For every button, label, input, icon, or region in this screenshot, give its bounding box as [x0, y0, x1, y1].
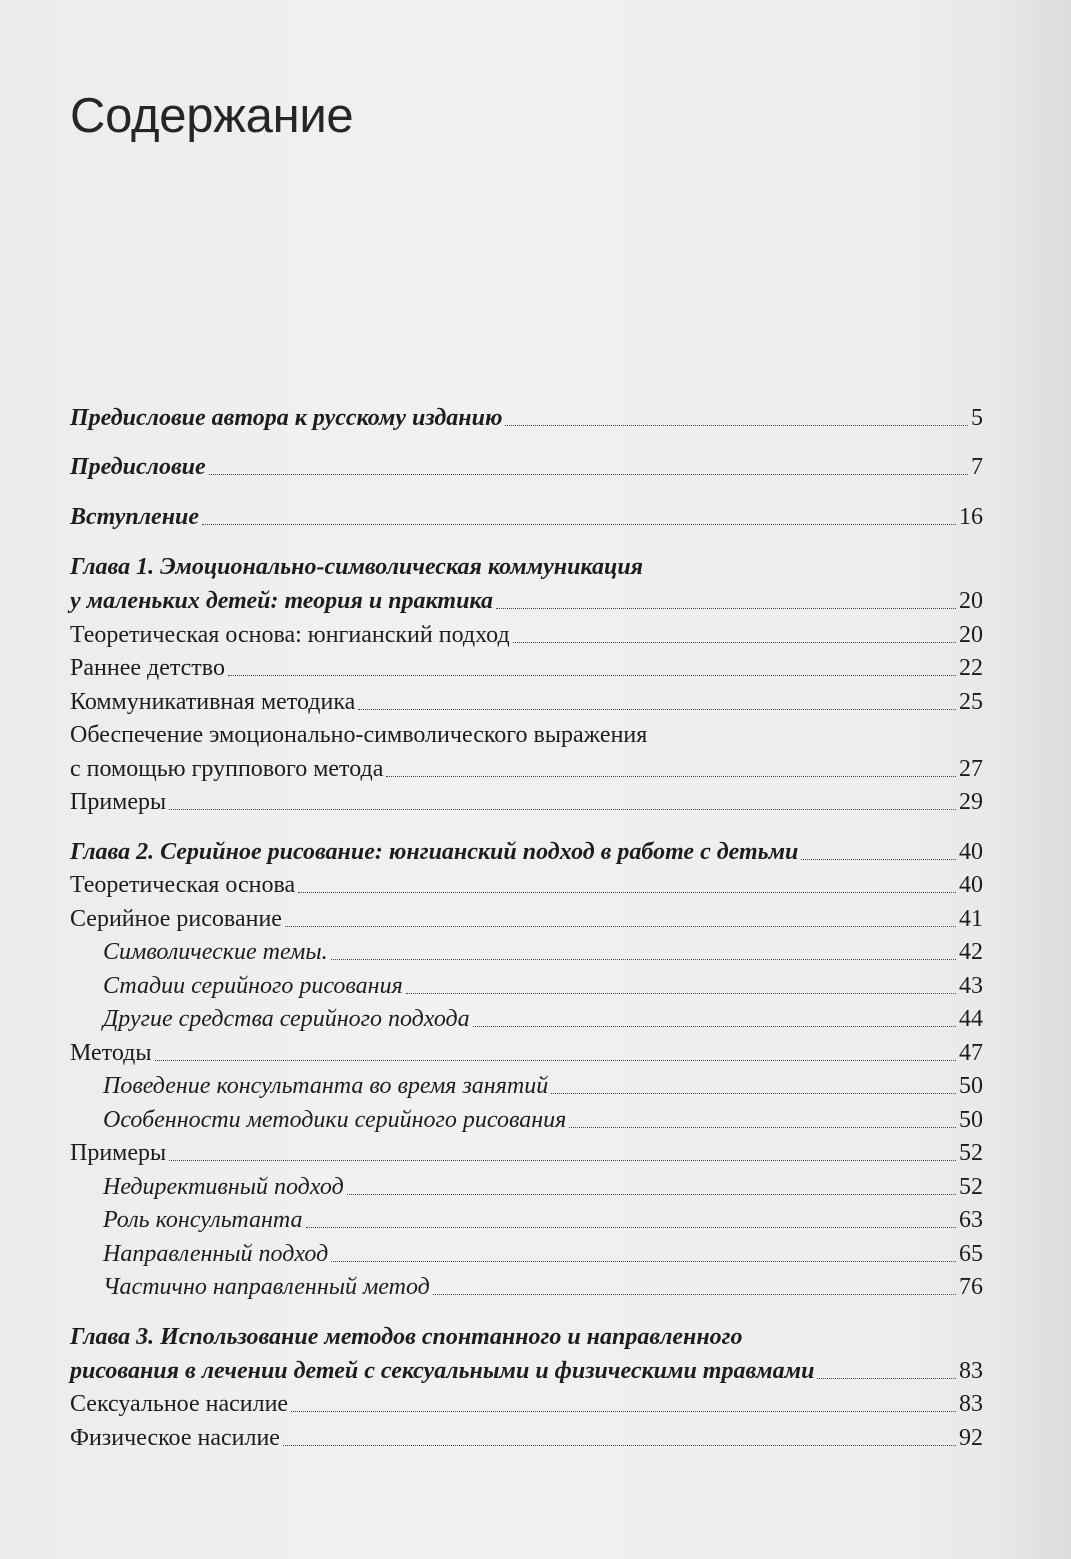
toc-page-number: 40 — [959, 872, 983, 898]
toc-entry-label: Примеры — [70, 789, 167, 815]
toc-entry-other-means[interactable] — [103, 1004, 983, 1034]
toc-leader-dots — [283, 1445, 956, 1446]
toc-entry-theoretical-basis-jungian[interactable] — [70, 620, 983, 650]
toc-entry-label: Недирективный подход — [103, 1174, 344, 1200]
toc-leader-dots — [228, 675, 956, 676]
toc-entry-label: Роль консультанта — [103, 1207, 303, 1233]
toc-entry-chapter-1[interactable] — [70, 586, 983, 616]
toc-entry-label: Особенности методики серийного рисования — [103, 1107, 567, 1133]
toc-entry-directed[interactable] — [103, 1239, 983, 1269]
toc-entry-chapter-3[interactable] — [70, 1356, 983, 1386]
toc-leader-dots — [496, 608, 956, 609]
toc-entry-early-childhood[interactable] — [70, 653, 983, 683]
page-title: Содержание — [70, 89, 354, 143]
toc-entry-examples-ch2[interactable] — [70, 1138, 983, 1168]
toc-entry-label: Предисловие — [70, 454, 206, 480]
toc-leader-dots — [209, 474, 968, 475]
toc-entry-label: Направленный подход — [103, 1241, 329, 1267]
toc-page-number: 52 — [959, 1174, 983, 1200]
toc-leader-dots — [358, 709, 956, 710]
toc-page-number: 20 — [959, 622, 983, 648]
toc-leader-dots — [386, 776, 956, 777]
toc-entry-label: Частично направленный метод — [103, 1274, 430, 1300]
toc-page-number: 50 — [959, 1107, 983, 1133]
toc-entry-label: Символические темы. — [103, 939, 328, 965]
toc-entry-partially-directed[interactable] — [103, 1272, 983, 1302]
toc-page-number: 65 — [959, 1241, 983, 1267]
toc-leader-dots — [347, 1194, 956, 1195]
toc-leader-dots — [169, 1160, 956, 1161]
toc-entry-foreword[interactable] — [70, 452, 983, 482]
toc-leader-dots — [169, 809, 956, 810]
toc-entry-methods[interactable] — [70, 1038, 983, 1068]
toc-page-number: 5 — [971, 405, 983, 431]
toc-leader-dots — [291, 1411, 956, 1412]
toc-page-number: 20 — [959, 588, 983, 614]
toc-page-number: 50 — [959, 1073, 983, 1099]
toc-entry-label: Поведение консультанта во время занятий — [103, 1073, 549, 1099]
toc-leader-dots — [202, 524, 956, 525]
toc-page-number: 41 — [959, 906, 983, 932]
toc-page-number: 47 — [959, 1040, 983, 1066]
toc-chapter-3-title-line1: Глава 3. Использование методов спонтанного и направленного — [70, 1324, 743, 1350]
toc-page-number: 29 — [959, 789, 983, 815]
toc-leader-dots — [406, 993, 956, 994]
toc-entry-label: Коммуникативная методика — [70, 689, 356, 715]
toc-entry-stages-serial-drawing[interactable] — [103, 971, 983, 1001]
toc-entry-label: Методы — [70, 1040, 152, 1066]
toc-entry-introduction[interactable] — [70, 502, 983, 532]
toc-entry-label: Серийное рисование — [70, 906, 282, 932]
toc-entry-foreword-russian[interactable] — [70, 403, 983, 433]
toc-page-number: 83 — [959, 1391, 983, 1417]
toc-entry-expression-line1: Обеспечение эмоционально-символического выражения — [70, 722, 648, 748]
toc-entry-method-features[interactable] — [103, 1105, 983, 1135]
toc-page-number: 92 — [959, 1425, 983, 1451]
toc-leader-dots — [505, 425, 968, 426]
toc-entry-nondirective[interactable] — [103, 1172, 983, 1202]
toc-entry-label: Теоретическая основа — [70, 872, 296, 898]
toc-entry-label: Сексуальное насилие — [70, 1391, 289, 1417]
toc-entry-label: Вступление — [70, 504, 200, 530]
toc-leader-dots — [551, 1093, 956, 1094]
toc-entry-serial-drawing[interactable] — [70, 904, 983, 934]
toc-page-number: 25 — [959, 689, 983, 715]
toc-entry-examples-ch1[interactable] — [70, 787, 983, 817]
toc-page-number: 22 — [959, 655, 983, 681]
toc-entry-group-method[interactable] — [70, 754, 983, 784]
toc-leader-dots — [801, 859, 956, 860]
toc-entry-label: Примеры — [70, 1140, 167, 1166]
toc-entry-symbolic-themes[interactable] — [103, 937, 983, 967]
toc-entry-theoretical-basis[interactable] — [70, 870, 983, 900]
toc-entry-label: рисования в лечении детей с сексуальными и физическими травмами — [70, 1358, 815, 1384]
toc-chapter-1-title-line1: Глава 1. Эмоционально-символическая коммуникация — [70, 554, 644, 580]
toc-leader-dots — [433, 1294, 956, 1295]
toc-page-number: 44 — [959, 1006, 983, 1032]
toc-page-number: 76 — [959, 1274, 983, 1300]
toc-entry-chapter-2[interactable] — [70, 837, 983, 867]
toc-leader-dots — [817, 1378, 956, 1379]
toc-page-number: 42 — [959, 939, 983, 965]
toc-entry-physical-abuse[interactable] — [70, 1423, 983, 1453]
toc-leader-dots — [285, 926, 956, 927]
toc-page-number: 27 — [959, 756, 983, 782]
toc-entry-sexual-abuse[interactable] — [70, 1389, 983, 1419]
toc-leader-dots — [473, 1026, 956, 1027]
toc-page-number: 83 — [959, 1358, 983, 1384]
toc-entry-communicative-method[interactable] — [70, 687, 983, 717]
toc-entry-label: Стадии серийного рисования — [103, 973, 403, 999]
toc-entry-label: Теоретическая основа: юнгианский подход — [70, 622, 510, 648]
toc-page-number: 16 — [959, 504, 983, 530]
toc-entry-label: у маленьких детей: теория и практика — [70, 588, 493, 614]
toc-leader-dots — [306, 1227, 956, 1228]
toc-entry-label: Физическое насилие — [70, 1425, 280, 1451]
toc-entry-label: Раннее детство — [70, 655, 225, 681]
toc-page-number: 40 — [959, 839, 983, 865]
toc-leader-dots — [513, 642, 956, 643]
toc-page-number: 52 — [959, 1140, 983, 1166]
toc-page-number: 7 — [971, 454, 983, 480]
toc-leader-dots — [331, 959, 956, 960]
toc-leader-dots — [298, 892, 956, 893]
toc-page-number: 43 — [959, 973, 983, 999]
toc-leader-dots — [331, 1261, 956, 1262]
toc-entry-label: с помощью группового метода — [70, 756, 384, 782]
toc-leader-dots — [155, 1060, 957, 1061]
toc-entry-consultant-role[interactable] — [103, 1205, 983, 1235]
toc-page-number: 63 — [959, 1207, 983, 1233]
toc-entry-consultant-behavior[interactable] — [103, 1071, 983, 1101]
toc-leader-dots — [569, 1127, 956, 1128]
toc-entry-label: Глава 2. Серийное рисование: юнгианский подход в работе с детьми — [70, 839, 799, 865]
toc-entry-label: Другие средства серийного подхода — [103, 1006, 470, 1032]
toc-entry-label: Предисловие автора к русскому изданию — [70, 405, 503, 431]
